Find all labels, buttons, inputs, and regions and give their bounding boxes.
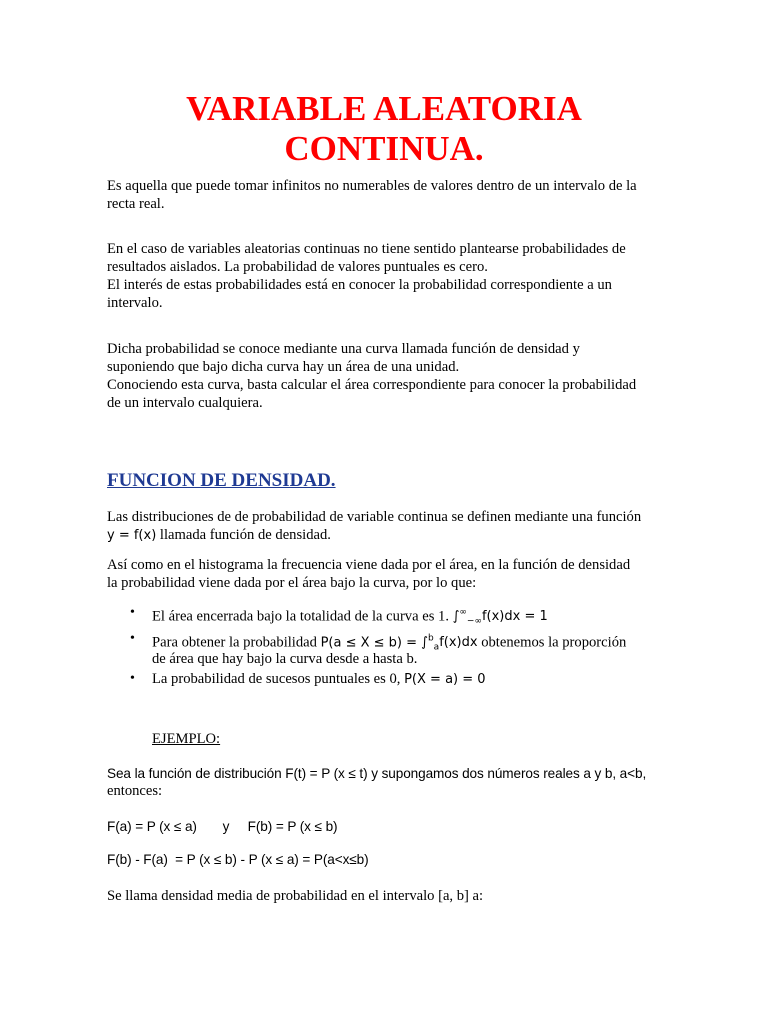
paragraph-3-line-4: de un intervalo cualquiera.	[107, 395, 263, 411]
bullet-1-integral	[452, 608, 548, 627]
paragraph-3-line-3: Conociendo esta curva, basta calcular el área correspondiente para conocer la probabilidad	[107, 377, 637, 393]
paragraph-2-line-2: resultados aislados. La probabilidad de valores puntuales es cero.	[107, 259, 488, 275]
bullet-2-probability-formula: P(a ≤ X ≤ b) =	[320, 635, 422, 651]
bullet-2-line-2: de área que hay bajo la curva desde a hasta b.	[152, 651, 418, 667]
integral-lower-limit: −∞	[466, 616, 482, 627]
bullet-2-text: Para obtener la probabilidad	[152, 634, 321, 651]
bullet-3-marker: •	[130, 671, 135, 686]
integral-expression: f(x)dx = 1	[481, 609, 548, 625]
bullet-1-text: El área encerrada bajo la totalidad de la curva es 1.	[152, 608, 453, 625]
section-heading: FUNCION DE DENSIDAD.	[107, 470, 336, 491]
bullet-1-marker: •	[130, 605, 135, 620]
integral-expression: f(x)dx	[439, 635, 478, 651]
integral-sign: ∫	[452, 609, 460, 625]
example-label: EJEMPLO:	[152, 731, 221, 747]
density-paragraph-1-line-2	[107, 526, 667, 545]
density-paragraph-2-line-2: la probabilidad viene dada por el área bajo la curva, por lo que:	[107, 575, 477, 591]
title-line-2: CONTINUA.	[284, 129, 484, 168]
paragraph-1-line-2: recta real.	[107, 196, 165, 212]
bullet-3-text: La probabilidad de sucesos puntuales es 0,	[152, 671, 405, 687]
density-function-formula: y = f(x)	[107, 528, 157, 543]
example-line-2: entonces:	[107, 783, 163, 799]
bullet-2-integral	[421, 634, 478, 653]
paragraph-2-line-1: En el caso de variables aleatorias continuas no tiene sentido plantearse probabilidades de	[107, 241, 626, 257]
example-formula-1: F(a) = P (x ≤ a) y F(b) = P (x ≤ b)	[107, 819, 338, 834]
integral-sign: ∫	[421, 635, 428, 651]
density-function-label: llamada función de densidad.	[156, 527, 331, 543]
bullet-2-text-cont: obtenemos la proporción	[477, 634, 627, 651]
paragraph-2-line-4: intervalo.	[107, 295, 163, 311]
example-line-1: Sea la función de distribución F(t) = P (x ≤ t) y supongamos dos números reales a y b, a<b,	[107, 766, 647, 781]
paragraph-3-line-2: suponiendo que bajo dicha curva hay un área de una unidad.	[107, 359, 460, 375]
integral-upper-limit: ∞	[459, 608, 467, 618]
density-paragraph-1-line-1: Las distribuciones de de probabilidad de variable continua se definen mediante una función	[107, 509, 642, 525]
integral-lower-limit: a	[433, 642, 440, 653]
bullet-3	[152, 670, 672, 689]
title-line-1: VARIABLE ALEATORIA	[186, 89, 582, 128]
bullet-1	[152, 604, 672, 631]
example-formula-2: F(b) - F(a) = P (x ≤ b) - P (x ≤ a) = P(a<x≤b)	[107, 852, 369, 867]
density-paragraph-2-line-1: Así como en el histograma la frecuencia viene dada por el área, en la función de densidad	[107, 557, 631, 573]
paragraph-2-line-3: El interés de estas probabilidades está en conocer la probabilidad correspondiente a un	[107, 277, 612, 293]
bullet-3-formula: P(X = a) = 0	[404, 672, 486, 687]
paragraph-1-line-1: Es aquella que puede tomar infinitos no numerables de valores dentro de un intervalo de la	[107, 178, 637, 194]
paragraph-3-line-1: Dicha probabilidad se conoce mediante una curva llamada función de densidad y	[107, 341, 580, 357]
bullet-2-marker: •	[130, 631, 135, 646]
example-line-3: Se llama densidad media de probabilidad en el intervalo [a, b] a:	[107, 888, 484, 904]
integral-upper-limit: b	[427, 634, 434, 644]
